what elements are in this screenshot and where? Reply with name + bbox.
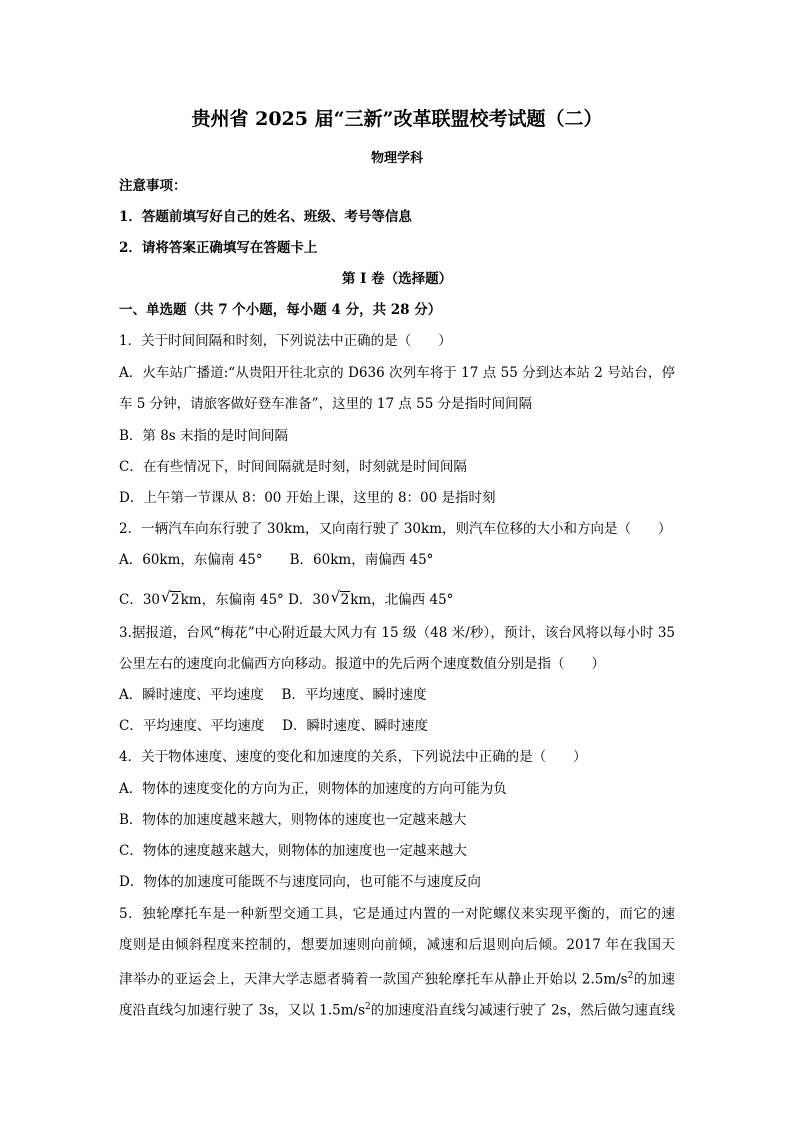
question-5-line-4: 度沿直线匀加速行驶了 3s，又以 $1.5m/s^2$的加速度沿直线匀减速行驶了 2s，然后做匀速直线 <box>119 1002 675 1019</box>
question-4-option-a: A．物体的速度变化的方向为正，则物体的加速度的方向可能为负 <box>119 781 507 797</box>
notice-heading: 注意事项： <box>119 178 187 194</box>
question-3-options-cd: C．平均速度、平均速度 D．瞬时速度、瞬时速度 <box>119 718 428 734</box>
question-4-option-b: B．物体的加速度越来越大，则物体的速度也一定越来越大 <box>119 812 467 828</box>
notice-item-2: 2．请将答案正确填写在答题卡上 <box>119 240 318 256</box>
question-1-stem: 1．关于时间间隔和时刻，下列说法中正确的是（ ） <box>119 333 452 349</box>
question-2-options-cd <box>119 588 454 609</box>
question-2-option-c-suffix: km，东偏南 45° D．30 <box>180 592 330 608</box>
question-2-option-c-prefix: C．30 <box>119 592 161 608</box>
question-2-option-d-suffix: km，北偏西 45° <box>350 592 454 608</box>
question-1-option-a-line-1: A．火车站广播道:“从贵阳开往北京的 D636 次列车将于 17 点 55 分到达本站 2 号站台，停 <box>119 365 675 381</box>
exam-title: 贵州省 2025 届“三新”改革联盟校考试题（二） <box>191 108 603 130</box>
sqrt-symbol: √ 2 <box>161 588 180 608</box>
question-3-stem-line-2: 公里左右的速度向北偏西方向移动。报道中的先后两个速度数值分别是指（ ） <box>119 656 605 672</box>
question-1-option-b: B．第 8s 末指的是时间间隔 <box>119 428 289 444</box>
sqrt-symbol: √ 2 <box>330 588 350 608</box>
question-5-line-3: 津举办的亚运会上，天津大学志愿者骑着一款国产独轮摩托车从静止开始以 $2.5m/s^2$的加速 <box>119 971 675 988</box>
question-4-option-c: C．物体的速度越来越大，则物体的加速度也一定越来越大 <box>119 843 467 859</box>
question-4-stem: 4．关于物体速度、速度的变化和加速度的关系，下列说法中正确的是（ ） <box>119 749 587 765</box>
question-2-stem: 2．一辆汽车向东行驶了 30km，又向南行驶了 30km，则汽车位移的大小和方向是（ ） <box>119 521 672 537</box>
question-1-option-c: C．在有些情况下，时间间隔就是时刻，时刻就是时间间隔 <box>119 459 467 475</box>
question-4-option-d: D．物体的加速度可能既不与速度同向，也可能不与速度反向 <box>119 874 481 890</box>
section-heading: 一、单选题（共 7 个小题，每小题 4 分，共 28 分） <box>119 302 442 318</box>
question-1-option-a-line-2: 车 5 分钟，请旅客做好登车准备”，这里的 17 点 55 分是指时间间隔 <box>119 396 533 412</box>
question-5-line-1: 5．独轮摩托车是一种新型交通工具，它是通过内置的一对陀螺仪来实现平衡的，而它的速 <box>119 906 675 922</box>
question-3-stem-line-1: 3.据报道，台风“梅花”中心附近最大风力有 15 级（48 米/秒），预计，该台风将以每小时 35 <box>119 625 675 641</box>
notice-item-1: 1．答题前填写好自己的姓名、班级、考号等信息 <box>119 209 412 225</box>
question-2-options-ab: A．60km，东偏南 45° B．60km，南偏西 45° <box>119 552 434 568</box>
question-1-option-d: D．上午第一节课从 8：00 开始上课，这里的 8：00 是指时刻 <box>119 490 496 506</box>
question-3-options-ab: A．瞬时速度、平均速度 B．平均速度、瞬时速度 <box>119 687 427 703</box>
question-5-line-2: 度则是由倾斜程度来控制的，想要加速则向前倾，减速和后退则向后倾。2017 年在我国天 <box>119 937 675 953</box>
part-heading: 第 I 卷（选择题） <box>341 271 453 287</box>
subject-label: 物理学科 <box>370 151 423 166</box>
